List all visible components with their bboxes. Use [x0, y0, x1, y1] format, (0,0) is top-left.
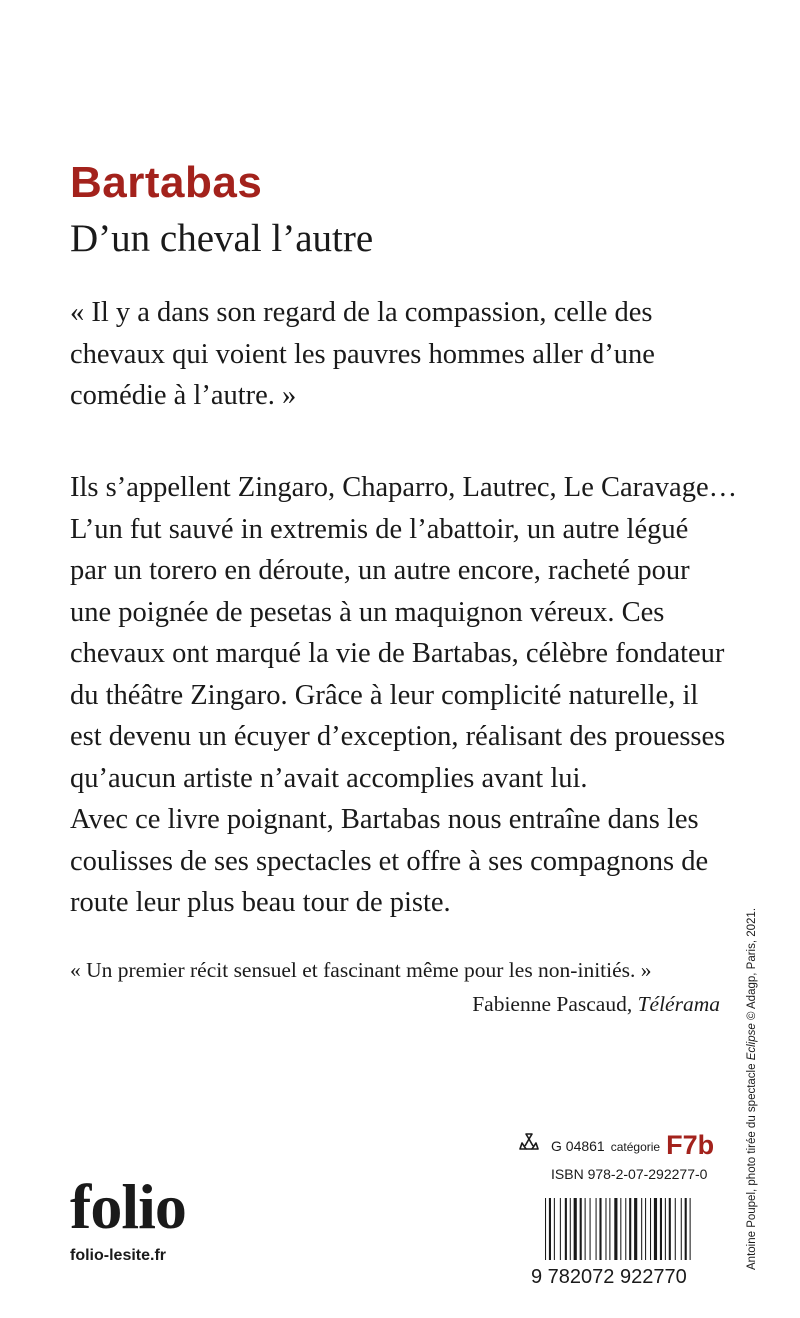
blurb-line: du théâtre Zingaro. Grâce à leur complicité naturelle, il	[70, 679, 699, 711]
pull-quote-line: « Il y a dans son regard de la compassion, celle des	[70, 297, 653, 328]
barcode-bar	[665, 1198, 666, 1260]
blurb-line: Ils s’appellent Zingaro, Chaparro, Lautrec, Le Caravage…	[70, 472, 738, 503]
barcode-bar	[545, 1198, 546, 1260]
reviewer-publication: Télérama	[637, 992, 720, 1016]
barcode-bar	[629, 1198, 631, 1260]
photo-credit-work: Eclipse	[746, 1023, 758, 1061]
barcode-bar	[549, 1198, 551, 1260]
barcode-bar	[565, 1198, 567, 1260]
blurb-line: chevaux ont marqué la vie de Bartabas, célèbre fondateur	[70, 638, 725, 669]
photo-credit	[740, 860, 764, 1270]
author-name: Bartabas	[70, 158, 263, 207]
barcode-bar	[590, 1198, 591, 1260]
barcode-digits: 9 782072 922770	[531, 1266, 687, 1286]
barcode-bar	[660, 1198, 662, 1260]
barcode-bar	[560, 1198, 561, 1260]
barcode-bar	[570, 1198, 571, 1260]
review-attribution	[472, 992, 720, 1017]
barcode-bar	[634, 1198, 637, 1260]
blurb-line: est devenu un écuyer d’exception, réalisant des prouesses	[70, 721, 726, 752]
blurb-line: par un torero en déroute, un autre encore, racheté pour	[70, 555, 690, 586]
barcode	[531, 1196, 725, 1286]
barcode-bar	[669, 1198, 671, 1260]
pull-quote-line: chevaux qui voient les pauvres hommes aller d’une	[70, 338, 655, 370]
pull-quote-line: comédie à l’autre. »	[70, 380, 297, 411]
barcode-bar	[641, 1198, 642, 1260]
photo-credit-suffix: © Adagp, Paris, 2021.	[746, 907, 758, 1024]
barcode-bar	[645, 1198, 646, 1260]
barcode-bar	[580, 1198, 582, 1260]
barcode-bars	[545, 1198, 691, 1260]
folio-logo: folio	[70, 1171, 186, 1242]
barcode-bar	[690, 1198, 691, 1260]
barcode-bar	[609, 1198, 610, 1260]
barcode-bar	[654, 1198, 657, 1260]
category-label: catégorie	[610, 1140, 661, 1154]
barcode-bar	[585, 1198, 586, 1260]
barcode-bar	[596, 1198, 597, 1260]
blurb-line: L’un fut sauvé in extremis de l’abattoir, un autre légué	[70, 513, 689, 545]
category-code: F7b	[666, 1130, 715, 1160]
barcode-bar	[614, 1198, 617, 1260]
isbn: ISBN 978-2-07-292277-0	[551, 1166, 708, 1182]
blurb-line: route leur plus beau tour de piste.	[70, 887, 451, 918]
pull-quote	[70, 292, 730, 417]
barcode-bar	[574, 1198, 577, 1260]
reviewer-name: Fabienne Pascaud,	[472, 992, 638, 1016]
publisher-website: folio-lesite.fr	[70, 1247, 167, 1264]
barcode-bar	[685, 1198, 687, 1260]
blurb-line: une poignée de pesetas à un maquignon véreux. Ces	[70, 596, 665, 628]
barcode-bar	[625, 1198, 626, 1260]
recycle-icon	[517, 1131, 541, 1155]
barcode-bar	[681, 1198, 682, 1260]
review-quote: « Un premier récit sensuel et fascinant même pour les non-initiés. »	[70, 958, 652, 982]
catalog-code	[551, 1130, 714, 1162]
blurb-line: qu’aucun artiste n’avait accomplies avant lui.	[70, 762, 588, 794]
barcode-bar	[650, 1198, 651, 1260]
catalog-number: G 04861	[551, 1138, 605, 1154]
blurb-line: coulisses de ses spectacles et offre à ses compagnons de	[70, 845, 709, 877]
barcode-bar	[605, 1198, 606, 1260]
barcode-bar	[554, 1198, 555, 1260]
blurb	[70, 467, 738, 924]
blurb-line: Avec ce livre poignant, Bartabas nous entraîne dans les	[70, 804, 699, 835]
barcode-bar	[599, 1198, 601, 1260]
photo-credit-prefix: Antoine Poupel, photo tirée du spectacle	[746, 1060, 758, 1270]
barcode-bar	[620, 1198, 621, 1260]
book-title: D’un cheval l’autre	[70, 217, 374, 260]
barcode-bar	[675, 1198, 676, 1260]
